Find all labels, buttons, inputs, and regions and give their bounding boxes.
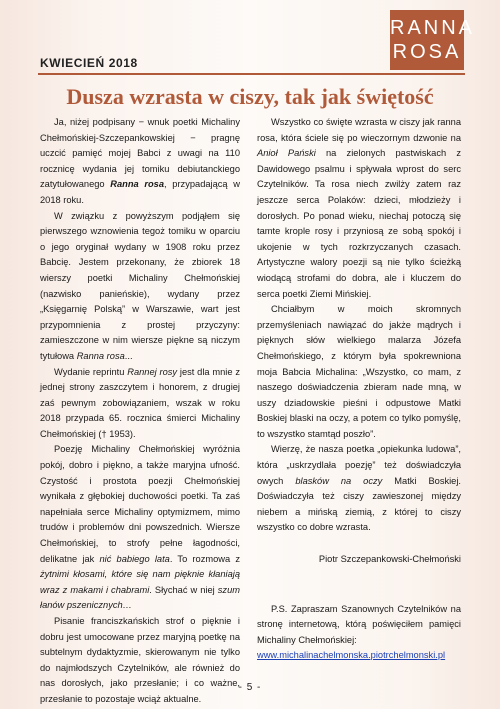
header-rule xyxy=(38,73,465,75)
page-number: - 5 - xyxy=(238,682,262,693)
paragraph: Wierzę, że nasza poetka „opiekunka ludowa”, która „uskrzydlała poezję” też doświadczyła owych blasków na oczy Matki Boskiej. Doświadczyła też ciszy zawieszonej między niebem a mińską ziemią, z której to ciszy wszystko co dobre wzrasta. xyxy=(257,444,462,533)
paragraph: Ja, niżej podpisany − wnuk poetki Michaliny Chełmońskiej-Szczepankowskiej − pragnę uczcić pamięć mojej Babci z uwagi na 110 rocznicę wydania jej tomiku debiutanckiego zatytułowanego Ranna rosa, przypadającą w 2018 roku. xyxy=(40,117,240,205)
paragraph: W związku z powyższym podjąłem się pierwszego wznowienia tegoż tomiku w oparciu o jego oryginał wydany w 1908 roku przez Babcię. Jestem przekonany, że zbiorek 18 wierszy poetki Michaliny Chełmońskiej (nazwisko panieńskie), wydany przez „Księgarnię Polską” w Warszawie, wart jest przypomnienia z prostej przyczyny: zamieszczone w nim wiersze piękne są niczym tytułowa Ranna rosa... xyxy=(40,210,240,361)
left-column xyxy=(40,115,240,708)
paragraph: Poezję Michaliny Chełmońskiej wyróżnia pokój, dobro i piękno, a także maryjna ufność. Czystość i prostota poezji Chełmońskiej wynikała z głębokiej duchowości poetki. Ta zaś napełniała serce Michaliny optymizmem, mimo trudów i problemów dni powszednich. Wiersze Chełmońskiej, to strofy pełne łagodności, delikatne jak nić babiego lata. To rozmowa z żytnimi kłosami, które się nam pięknie kłaniają wraz z makami i chabrami. Słychać w niej szum łanów pszenicznych… xyxy=(40,444,240,611)
paragraph: Wszystko co święte wzrasta w ciszy jak ranna rosa, która ściele się po wieczornym dzwonie na Anioł Pański na zielonych pastwiskach z Dawidowego psalmu i spływała wprost do serc Czytelników. Ta rosa niech zwilży zatem raz jeszcze serca Polaków: dzieci, młodzieży i dorosłych. Po ponad wieku, niechaj potoczą się tamte krople rosy i przyniosą ze sobą spokój i ukojenie w tych rozkrzyczanych czasach. Artystyczne walory poezji są nie tylko ścieżką wiodącą strofami do dobra, ale i kluczem do serca poetki Ziemi Mińskiej. xyxy=(257,117,462,299)
paragraph: Pisanie franciszkańskich strof o pięknie i dobru jest umocowane przez maryjną poetkę na subtelnym dydaktyzmie, skierowanym nie tylko do najmłodszych Czytelników, ale również do nas dorosłych, jako przesłanie; i co ważne, przesłanie to pozostaje wciąż aktualne. xyxy=(40,616,240,704)
article-title: Dusza wzrasta w ciszy, tak jak świętość xyxy=(66,84,434,109)
magazine-logo xyxy=(390,10,476,70)
author-signature: Piotr Szczepankowski-Chełmoński xyxy=(318,554,461,565)
issue-date: KWIECIEŃ 2018 xyxy=(40,56,138,70)
website-link[interactable]: www.michalinachelmonska.piotrchelmonski.pl xyxy=(257,650,446,661)
logo-line-2: ROSA xyxy=(392,41,462,63)
postscript: P.S. Zapraszam Szanownych Czytelników na stronę internetową, którą poświęciłem pamięci Michaliny Chełmońskiej: xyxy=(257,603,461,645)
paragraph: Wydanie reprintu Rannej rosy jest dla mnie z jednej strony zaszczytem i honorem, z drugiej zaś pewnym zobowiązaniem, wszak w roku 2018 przypada 65. rocznica śmierci Michaliny Chełmońskiej († 1953). xyxy=(40,366,240,439)
website-paragraph xyxy=(257,648,461,664)
logo-line-1: RANNA xyxy=(390,17,476,39)
paragraph: Chciałbym w moich skromnych przemyśleniach nawiązać do jakże mądrych i pięknych słów wielkiego malarza Józefa Chełmońskiego, z którym była spokrewniona moja Babcia Michalina: „Wszystko, co mam, z naszego doświadczenia zbieram nade mną, w uszy dziadowskie pieśni i odpustowe Matki Boskiej blaski na oczy, a potem co tylko pomyślę, to wszystko stamtąd poszło”. xyxy=(257,304,461,439)
right-column xyxy=(257,115,461,664)
